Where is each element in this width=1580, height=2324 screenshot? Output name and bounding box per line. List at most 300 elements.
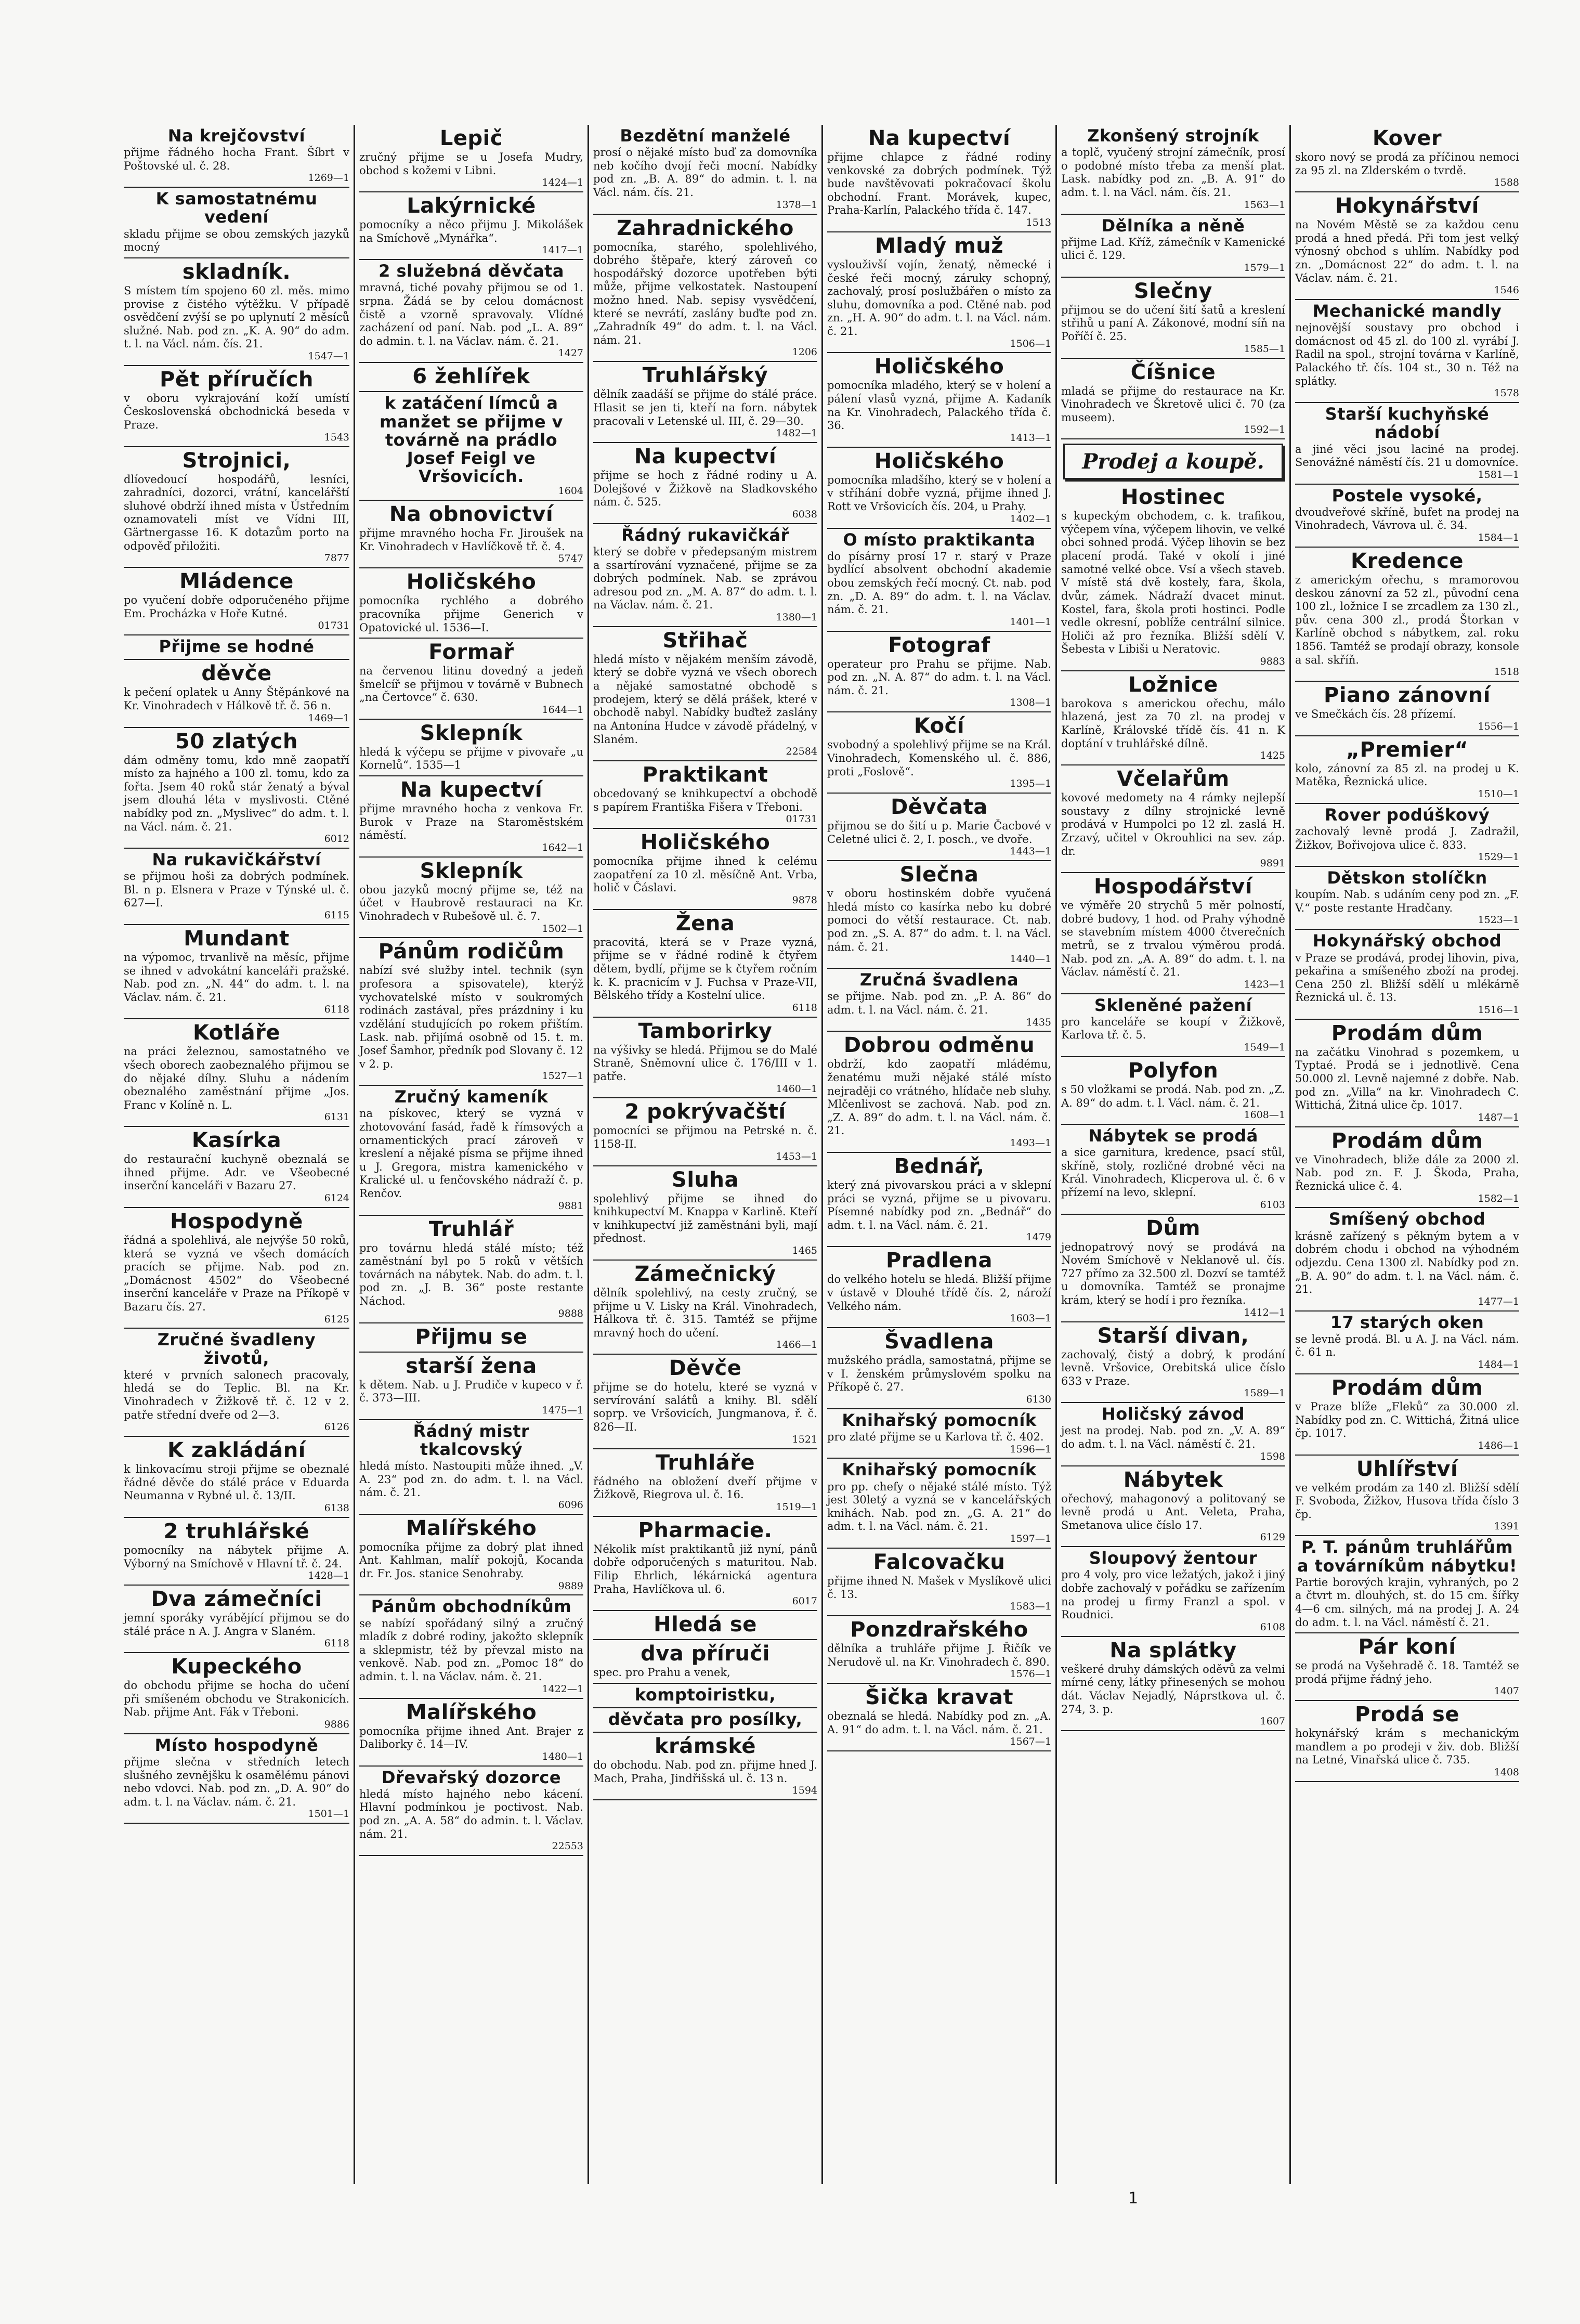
ad-body: na výpomoc, trvanlivě na měsíc, přijme se ihned v advokátní kanceláři pražské. Nab. pod zn. „N. 44“ do adm. t. l. na Václav. nám. č. 21. bbox=[124, 951, 349, 1004]
ad-number: 6115 bbox=[324, 910, 349, 921]
ad-body: kolo, zánovní za 85 zl. na prodej u K. Matěka, Řeznická ulice. bbox=[1295, 762, 1519, 788]
ad-number: 1486—1 bbox=[1478, 1439, 1519, 1451]
classified-ad bbox=[593, 125, 817, 215]
classified-ad bbox=[359, 1699, 583, 1767]
classified-ad bbox=[827, 125, 1051, 232]
classified-ad bbox=[124, 1019, 349, 1127]
ad-number: 1413—1 bbox=[1010, 432, 1051, 444]
ad-heading: Hostinec bbox=[1121, 485, 1225, 510]
ad-number: 1556—1 bbox=[1478, 720, 1519, 732]
ad-heading: K zakládání bbox=[167, 1438, 306, 1463]
classified-ad bbox=[1295, 867, 1519, 930]
ad-body: zachovalý levně prodá J. Zadražil, Žižkov, Bořivojova ulice č. 833. bbox=[1295, 825, 1519, 851]
ad-heading: komptoiristku, bbox=[634, 1684, 776, 1705]
ad-body: který zná pivovarskou práci a v sklepní práci se vyzná, přijme se u pivovaru. Písemné nabídky pod zn. „Bednář“ do adm. t. l. na Václ. nám. č. 21. bbox=[827, 1178, 1051, 1231]
classified-ad bbox=[827, 1549, 1051, 1616]
ad-body: přijmou se do učení šití šatů a kreslení střihů u paní A. Zákonové, modní síň na Poříčí č. 25. bbox=[1061, 303, 1285, 343]
ad-number: 1543 bbox=[324, 431, 349, 443]
classified-ad bbox=[593, 1098, 817, 1166]
ad-body: do velkého hotelu se hledá. Bližší přijme v ústavě v Dlouhé třídě čís. 2, nároží Velkého nám. bbox=[827, 1273, 1051, 1313]
classified-ad bbox=[827, 1684, 1051, 1751]
ad-number: 1417—1 bbox=[542, 244, 583, 256]
classified-ad bbox=[593, 1733, 817, 1800]
ad-heading: Bezdětní manželé bbox=[620, 126, 791, 146]
ad-number: 1428—1 bbox=[308, 1570, 349, 1582]
ad-number: 1506—1 bbox=[1010, 337, 1051, 349]
ad-body: v Praze se prodává, prodej lihovin, piva, pekařina a smíšeného zboží na prodej. Cena 250 zl. Bližší sdělí u mlékárně Řeznická ul. č. 13. bbox=[1295, 951, 1519, 1004]
ad-heading: K samostatnému vedení bbox=[155, 189, 318, 227]
classified-ad bbox=[1295, 1208, 1519, 1311]
ad-body: nabízí své služby intel. technik (syn profesora a spisovatele), kterýž vychovatelské místo v soukromých rodinách zastával, přes prázdniny i ku vzdělání studujících po rokem přištím. Lask. nab. přijímá osobně od 15. t. m. Josef Šamhor, předník pod Slovany č. 12 v 2. p. bbox=[359, 964, 583, 1070]
ad-number: 9881 bbox=[558, 1200, 583, 1212]
classified-ad bbox=[124, 1734, 349, 1824]
ad-body: z americkým ořechu, s mramorovou deskou zánovní za 52 zl., původní cena 100 zl., ložnice I se zrcadlem za 130 zl., pův. cena 300 zl., prodá Štorkan v Karlíně obchod s nábytkem, zal. roku 1856. Tamtéž se prodají obrazy, konsole a sal. skříň. bbox=[1295, 573, 1519, 666]
ad-heading: Na krejčovství bbox=[167, 126, 306, 146]
classified-ad bbox=[359, 1216, 583, 1323]
ad-body: přijme se hoch z řádné rodiny u A. Dolejšové v Žižkově na Sladkovského nám. č. 525. bbox=[593, 469, 817, 509]
classified-column bbox=[821, 125, 1055, 2184]
classified-ad bbox=[593, 1261, 817, 1355]
ad-heading: Kasírka bbox=[191, 1128, 282, 1153]
ad-number: 1608—1 bbox=[1244, 1109, 1285, 1121]
ad-body: vyslouživší vojín, ženatý, německé i české řeči mocný, záruky schopný, zachovalý, prosí poslužbářen o místo za sluhu, domovníka a pod. Ctěné nab. pod zn. „H. A. 90“ do adm. t. l. na Václ. nám. č. 21. bbox=[827, 258, 1051, 337]
classified-ad bbox=[1295, 1456, 1519, 1537]
ad-heading: P. T. pánům truhlářům a továrníkům nábytku! bbox=[1297, 1537, 1518, 1576]
ad-body: mužského prádla, samostatná, přijme se v I. ženském průmyslovém spolku na Příkopě č. 27. bbox=[827, 1354, 1051, 1394]
classified-ad bbox=[827, 1459, 1051, 1549]
ad-number: 1482—1 bbox=[776, 427, 817, 439]
ad-number: 1501—1 bbox=[308, 1808, 349, 1820]
ad-body: spolehlivý přijme se ihned do knihkupectví M. Knappa v Karlině. Kteří v knihkupectví již zaměstnáni byli, mají přednost. bbox=[593, 1192, 817, 1245]
classified-ad bbox=[593, 1708, 817, 1733]
ad-number: 6125 bbox=[324, 1313, 349, 1325]
ad-body: přijme slečna v středních letech slušného zevnějšku k osamělému pánovi nebo vdovci. Nab. pod zn. „D. A. 90“ do adm. t. l. na Václav. nám. č. 21. bbox=[124, 1756, 349, 1808]
ad-heading: Prodám dům bbox=[1331, 1021, 1483, 1045]
classified-ad bbox=[1295, 1633, 1519, 1701]
ad-heading: Kočí bbox=[913, 714, 965, 738]
ad-heading: Formař bbox=[428, 640, 514, 665]
ad-body: do obchodu. Nab. pod zn. přijme hned J. Mach, Praha, Jindřišská ul. č. 13 n. bbox=[593, 1759, 817, 1785]
ad-body: dělník zaadáší se přijme do stálé práce. Hlasit se jen ti, kteří na forn. nábytek pracovali v Letenské ul. III, č. 29—30. bbox=[593, 388, 817, 427]
ad-body: přijme chlapce z řádné rodiny venkovské za dobrých podmínek. Týž bude navštěvovati pokračovací školu obchodní. Frant. Morávek, kupec, Praha-Karlín, Palackého třída č. 147. bbox=[827, 151, 1051, 217]
classified-ad bbox=[593, 1684, 817, 1708]
classified-ad bbox=[1061, 1466, 1285, 1548]
ad-number: 1518 bbox=[1494, 666, 1519, 678]
ad-body: ve výměře 20 strychů 5 měr polností, dobré budovy, 1 hod. od Prahy výhodně se stavebním místem 4000 čtverečních metrů, se z trvalou výměrou prodá. Nab. pod zn. „A. A. 89“ do adm. t. l. na Václav. náměstí č. 21. bbox=[1061, 899, 1285, 979]
classified-ad bbox=[124, 258, 349, 366]
classified-ad bbox=[1295, 804, 1519, 867]
classified-ad bbox=[827, 794, 1051, 861]
classified-ad bbox=[593, 627, 817, 761]
ad-heading: Kover bbox=[1372, 126, 1442, 150]
ad-heading: starší žena bbox=[406, 1354, 537, 1378]
classified-ad bbox=[359, 776, 583, 858]
ad-heading: Zručná švadlena bbox=[859, 970, 1019, 990]
ad-number: 1422—1 bbox=[542, 1683, 583, 1695]
classified-ad bbox=[593, 829, 817, 910]
ad-number: 5747 bbox=[558, 553, 583, 565]
ad-heading: krámské bbox=[655, 1734, 756, 1758]
ad-body: na výšivky se hledá. Přijmou se do Malé Straně, Sněmovní ulice č. 176/III v 1. patře. bbox=[593, 1043, 817, 1083]
ad-heading: Praktikant bbox=[642, 763, 768, 787]
classified-ad bbox=[593, 1166, 817, 1261]
ad-heading: Švadlena bbox=[884, 1330, 994, 1354]
ad-heading: 2 služebná děvčata bbox=[378, 261, 564, 281]
ad-body: pracovitá, která se v Praze vyzná, přijme se v řádné rodině k čtyřem dětem, bydlí, přijme se k čtyřem ročním k. K. pracnicím v J. Fuchsa v Praze-VII, Bělského třídy a Kostelní ulice. bbox=[593, 936, 817, 1002]
classified-ad bbox=[1061, 484, 1285, 671]
ad-heading: Falcovačku bbox=[873, 1550, 1006, 1574]
ad-body: S místem tím spojeno 60 zl. měs. mimo provise z čistého výtěžku. V případě osvědčení zvýší se po uplynutí 2 měsíců služné. Nab. pod zn. „K. A. 90“ do adm. t. l. na Václ. nám. čís. 21. bbox=[124, 284, 349, 350]
ad-number: 1391 bbox=[1494, 1521, 1519, 1533]
ad-body: pomocníky na nábytek přijme A. Výborný na Smíchově v Hlavní tř. č. 24. bbox=[124, 1543, 349, 1570]
classified-ad bbox=[1061, 671, 1285, 765]
ad-number: 1440—1 bbox=[1010, 953, 1051, 965]
ad-body: pomocníka rychlého a dobrého pracovníka přijme Generich v Opatovické ul. 1536—I. bbox=[359, 594, 583, 634]
ad-body: ořechový, mahagonový a politovaný se levně prodá u Ant. Veleta, Praha, Smetanova ulice číslo 17. bbox=[1061, 1492, 1285, 1531]
ad-number: 6138 bbox=[324, 1502, 349, 1514]
classified-ad bbox=[1295, 192, 1519, 300]
classified-ad bbox=[1295, 300, 1519, 403]
classified-ad bbox=[1295, 682, 1519, 736]
ad-heading: Přijmu se bbox=[415, 1325, 528, 1349]
classified-ad bbox=[124, 1586, 349, 1653]
ad-heading: Truhláře bbox=[655, 1450, 755, 1475]
ad-heading: Kupeckého bbox=[171, 1655, 302, 1679]
ad-heading: Knihařský pomocník bbox=[842, 1410, 1037, 1430]
ad-body: prosí o nějaké místo buď za domovníka neb kočího dvojí řeči mocní. Nabídky pod zn. „B. A. 89“ do admin. t. l. na Václ. nám. čís. 21. bbox=[593, 146, 817, 199]
ad-number: 1423—1 bbox=[1244, 978, 1285, 990]
classified-ad bbox=[1061, 1403, 1285, 1466]
ad-number: 1585—1 bbox=[1244, 343, 1285, 355]
ad-heading: Zručné švadleny životů, bbox=[157, 1330, 316, 1368]
ad-body: dělníka a truhláře přijme J. Řičík ve Nerudově ul. na Kr. Vinohradech č. 890. bbox=[827, 1642, 1051, 1668]
ad-heading: Uhlířství bbox=[1356, 1457, 1458, 1481]
ad-heading: Děvče bbox=[669, 1356, 742, 1381]
classified-ad bbox=[1061, 278, 1285, 359]
classified-ad bbox=[359, 363, 583, 392]
ad-number: 9886 bbox=[324, 1718, 349, 1730]
ad-body: na Novém Městě se za každou cenu prodá a hned předá. Při tom jest velký výnosný obchod s uhlím. Nabídky pod zn. „Domácnost 22“ do adm. t. l. na Václav. nám. č. 21. bbox=[1295, 218, 1519, 284]
ad-heading: Kotláře bbox=[193, 1021, 280, 1045]
ad-number: 1547—1 bbox=[308, 350, 349, 362]
ad-number: 1596—1 bbox=[1010, 1443, 1051, 1455]
classified-ad bbox=[1061, 1547, 1285, 1637]
ad-number: 1425 bbox=[1260, 750, 1285, 762]
ad-heading: Děvčata bbox=[891, 795, 988, 820]
ad-number: 1424—1 bbox=[542, 177, 583, 189]
classified-ad bbox=[359, 125, 583, 192]
ad-body: do restaurační kuchyně obeznalá se ihned přijme. Adr. ve Všeobecné inserční kanceláři v Bazaru 27. bbox=[124, 1153, 349, 1192]
ad-number: 6108 bbox=[1260, 1621, 1285, 1633]
classified-ad bbox=[593, 761, 817, 829]
ad-heading: Sluha bbox=[672, 1167, 739, 1192]
ad-heading: Mechanické mandly bbox=[1312, 301, 1502, 321]
classified-ad bbox=[359, 938, 583, 1086]
classified-ad bbox=[124, 447, 349, 568]
ad-heading: 6 žehlířek bbox=[412, 365, 530, 389]
ad-body: pomocníka, starého, spolehlivého, dobrého štěpaře, který zároveň co hospodářský dozorce upotřeben býti může, přijme velkostatek. Nastoupení možno hned. Nab. sepisy vysvědčení, které se nevrátí, zaslány buďte pod zn. „Zahradník 49“ do adm. t. l. na Václ. nám. 21. bbox=[593, 240, 817, 346]
ad-number: 1513 bbox=[1026, 217, 1051, 229]
ad-body: pomocníka přijme ihned Ant. Brajer z Daliborky č. 14—IV. bbox=[359, 1724, 583, 1751]
classified-ad bbox=[1061, 1057, 1285, 1125]
ad-heading: Střihač bbox=[662, 628, 748, 653]
ad-number: 1521 bbox=[792, 1433, 817, 1445]
ad-heading: „Premier“ bbox=[1346, 737, 1469, 762]
ad-body: na pískovec, který se vyzná v zhotovování fasád, řadě k římsových a ornamentických prací zároveň v kreslení a nějaké písma se přijme ihned u J. Gregora, mistra kamenického v Kralické ul. u fenčovského nádraží č. p. Renčov. bbox=[359, 1107, 583, 1200]
ad-heading: Zámečnický bbox=[634, 1262, 776, 1286]
ad-body: do obchodu přijme se hocha do učení při smíšeném obchodu ve Strakonicích. Nab. přijme Ant. Fák v Třeboni. bbox=[124, 1679, 349, 1719]
ad-heading: Tamborirky bbox=[638, 1019, 773, 1043]
ad-heading: Holičského bbox=[406, 570, 537, 594]
ad-heading: Na kupectví bbox=[400, 778, 543, 802]
ad-heading: Sklepník bbox=[420, 721, 523, 745]
ad-heading: Číšnice bbox=[1130, 360, 1216, 384]
ad-number: 6012 bbox=[324, 833, 349, 845]
classified-ad bbox=[593, 1640, 817, 1684]
ad-number: 1582—1 bbox=[1478, 1192, 1519, 1204]
ad-number: 9883 bbox=[1260, 655, 1285, 667]
ad-body: spec. pro Prahu a venek, bbox=[593, 1666, 730, 1679]
ad-body: mravná, tiché povahy přijmou se od 1. srpna. Žádá se by celou domácnost čistě a vzorně spravovaly. Vlídné zacházení od paní. Nab. pod „L. A. 89“ do admin. t. l. na Václav. nám. č. 21. bbox=[359, 281, 583, 347]
ad-heading: Včelařům bbox=[1117, 767, 1230, 791]
classified-ad bbox=[124, 635, 349, 660]
ad-number: 6103 bbox=[1260, 1199, 1285, 1211]
classified-ad bbox=[1295, 1374, 1519, 1456]
ad-heading: Truhlářský bbox=[642, 363, 768, 388]
classified-ad bbox=[124, 1208, 349, 1329]
ad-body: pomocníka přijme ihned k celému zaopatření za 10 zl. měsíčně Ant. Vrba, holič v Čáslavi. bbox=[593, 855, 817, 894]
ad-number: 1567—1 bbox=[1010, 1736, 1051, 1748]
ad-number: 01731 bbox=[786, 813, 817, 825]
ad-number: 1604 bbox=[558, 485, 583, 497]
classified-ad bbox=[827, 712, 1051, 794]
ad-heading: Na kupectví bbox=[634, 445, 777, 469]
ad-body: Partie borových krajin, vyhraných, po 2 a čtvrt m. dlouhých, st. do 15 cm. šířky 4—6 cm. silných, má na prodej J. A. 24 do adm. t. l. na Václ. náměstí č. 21. bbox=[1295, 1576, 1519, 1629]
classified-ad bbox=[1295, 125, 1519, 192]
ad-heading: Zahradnického bbox=[617, 216, 794, 240]
ad-body: přijme se do hotelu, které se vyzná v servírování salátů a knihy. Bl. sdělí soprp. ve Vršovicích, Jungmanova, ř. č. 826—II. bbox=[593, 1381, 817, 1434]
ad-body: pomocníka mladého, který se v holení a pálení vlasů vyzná, přijme A. Kadaník na Kr. Vinohradech, Palackého třída č. 36. bbox=[827, 379, 1051, 432]
classified-ad bbox=[1061, 1215, 1285, 1322]
ad-body: řádného na obložení dveří přijme v Žižkově, Riegrova ul. č. 16. bbox=[593, 1475, 817, 1501]
classified-ad bbox=[593, 1517, 817, 1611]
ad-number: 1407 bbox=[1494, 1685, 1519, 1697]
ad-number: 6129 bbox=[1260, 1531, 1285, 1543]
ad-body: se prodá na Vyšehradě č. 18. Tamtéž se prodá přijme řádný jeho. bbox=[1295, 1659, 1519, 1685]
ad-number: 1484—1 bbox=[1478, 1359, 1519, 1371]
ad-body: přijme Lad. Kříž, zámečník v Kamenické ulici č. 129. bbox=[1061, 236, 1285, 262]
ad-number: 1412—1 bbox=[1244, 1306, 1285, 1318]
ad-heading: Bednář, bbox=[894, 1154, 985, 1178]
classified-ad bbox=[359, 192, 583, 260]
ad-number: 1516—1 bbox=[1478, 1004, 1519, 1016]
ad-number: 6017 bbox=[792, 1595, 817, 1607]
ad-heading: Fotograf bbox=[888, 633, 990, 657]
ad-body: v oboru vykrajování koží umístí Československá obchodnická beseda v Praze. bbox=[124, 392, 349, 432]
ad-body: pomocníky a něco přijmu J. Mikolášek na Smíchově „Mynářka“. bbox=[359, 218, 583, 244]
ad-body: obcedovaný se knihkupectví a obchodě s papírem Františka Fišera v Třeboni. bbox=[593, 787, 817, 813]
ad-heading: 17 starých oken bbox=[1330, 1312, 1484, 1332]
classified-ad bbox=[359, 858, 583, 939]
ad-number: 1465 bbox=[792, 1245, 817, 1257]
classified-ad bbox=[124, 849, 349, 925]
ad-number: 6038 bbox=[792, 508, 817, 520]
ad-heading: Holičského bbox=[640, 830, 771, 855]
ad-heading: Mladý muž bbox=[874, 233, 1004, 258]
ad-number: 01731 bbox=[318, 620, 349, 632]
ad-heading: Malířského bbox=[406, 1516, 537, 1540]
classified-ad bbox=[827, 1153, 1051, 1247]
ad-body: k pečení oplatek u Anny Štěpánkové na Kr. Vinohradech v Hálkově tř. č. 56 n. bbox=[124, 686, 349, 712]
ad-heading: Ložnice bbox=[1128, 672, 1218, 697]
ad-heading: Starší kuchyňské nádobí bbox=[1325, 404, 1490, 443]
classified-ad bbox=[1295, 1536, 1519, 1633]
ad-body: skladu přijme se obou zemských jazyků mocný bbox=[124, 227, 349, 254]
ad-body: obou jazyků mocný přijme se, též na účet v Haubrově restauraci na Kr. Vinohradech v Rubešově ul. č. 7. bbox=[359, 883, 583, 923]
newspaper-page bbox=[120, 125, 1523, 2184]
classified-ad bbox=[593, 215, 817, 362]
classified-ad bbox=[359, 1353, 583, 1420]
classified-ad bbox=[124, 568, 349, 635]
classified-ad bbox=[1295, 548, 1519, 682]
ad-body: po vyučení dobře odporučeného přijme Em. Procházka v Hoře Kutné. bbox=[124, 594, 349, 620]
ad-body: přijmou se do šití u p. Marie Čacbové v Celetné ulici č. 2, I. posch., ve dvoře. bbox=[827, 820, 1051, 846]
ad-number: 1588 bbox=[1494, 177, 1519, 189]
ad-number: 1527—1 bbox=[542, 1070, 583, 1082]
ad-body: který se dobře v předepsaným mistrem a ssartírování vyznačené, přijme se za dobrých podmínek. Nab. se zprávou adresou pod zn. „M. A. 87“ do adm. t. l. na Václav. nám. č. 21. bbox=[593, 545, 817, 612]
classified-ad bbox=[1295, 736, 1519, 804]
ad-heading: Dům bbox=[1146, 1216, 1200, 1240]
classified-ad bbox=[827, 232, 1051, 354]
classified-ad bbox=[1061, 215, 1285, 278]
ad-body: mladá se přijme do restaurace na Kr. Vinohradech ve Škretově ulici č. 70 (za museem). bbox=[1061, 384, 1285, 424]
ad-body: přijme ihned N. Mašek v Myslíkově ulici č. 13. bbox=[827, 1574, 1051, 1601]
ad-heading: O místo praktikanta bbox=[843, 529, 1036, 550]
ad-heading: Hokynářství bbox=[1335, 194, 1480, 218]
ad-number: 6131 bbox=[324, 1111, 349, 1123]
ad-body: zachovalý, čistý a dobrý, k prodání levně. Vršovice, Orebitská ulice číslo 633 v Praze. bbox=[1061, 1348, 1285, 1387]
ad-heading: Prodá se bbox=[1354, 1703, 1459, 1727]
ad-heading: Hokynářský obchod bbox=[1312, 931, 1502, 951]
ad-number: 1581—1 bbox=[1478, 469, 1519, 481]
ad-number: 1578 bbox=[1494, 387, 1519, 399]
classified-ad bbox=[1295, 1020, 1519, 1127]
classified-ad bbox=[593, 910, 817, 1018]
ad-number: 6130 bbox=[1026, 1393, 1051, 1405]
ad-number: 1598 bbox=[1260, 1450, 1285, 1462]
classified-ad bbox=[1295, 1127, 1519, 1209]
ad-body: na práci železnou, samostatného ve všech oborech zaobeznalého přijmou se do nějaké dílny. Sluhu a nádením obeznalého zaměstnání přijme „Jos. Franc v Kolíně n. L. bbox=[124, 1045, 349, 1111]
ad-body: pomocníka mladšího, který se v holení a v stříhání dobře vyzná, přijme ihned J. Rott ve Vršovicích čís. 204, u Prahy. bbox=[827, 473, 1051, 513]
classified-ad bbox=[593, 1355, 817, 1449]
ad-body: přijme mravného hocha z venkova Fr. Burok v Praze na Staroměstském náměstí. bbox=[359, 802, 583, 842]
ad-number: 9888 bbox=[558, 1307, 583, 1319]
ad-body: zručný přijme se u Josefa Mudry, obchod s kožemi v Libni. bbox=[359, 151, 583, 177]
ad-body: jest na prodej. Nab. pod zn. „V. A. 89“ do adm. t. l. na Václ. náměstí č. 21. bbox=[1061, 1424, 1285, 1451]
ad-body: se levně prodá. Bl. u A. J. na Václ. nám. č. 61 n. bbox=[1295, 1332, 1519, 1359]
ad-heading: Nábytek se prodá bbox=[1088, 1126, 1258, 1146]
ad-body: k linkovacímu stroji přijme se obeznalé řádné děvče do stálé práce v Eduarda Neumanna v Rybné ul. č. 13/II. bbox=[124, 1463, 349, 1502]
classified-ad bbox=[359, 1323, 583, 1353]
ad-heading: Starší divan, bbox=[1097, 1323, 1249, 1348]
ad-body: pro pp. chefy o nějaké stálé místo. Týž jest 30letý a vyzná se v kancelářských knihách. Nab. pod zn. „G. A. 21“ do adm. t. l. na Václ. nám. č. 21. bbox=[827, 1480, 1051, 1533]
ad-body: a jiné věci jsou laciné na prodej. Senovážné náměstí čís. 21 u domovníce. bbox=[1295, 443, 1519, 469]
ad-heading: Na obnovictví bbox=[389, 502, 554, 527]
ad-number: 1487—1 bbox=[1478, 1111, 1519, 1123]
ad-heading: Postele vysoké, bbox=[1331, 485, 1483, 505]
ad-heading: k zatáčení límců a manžet se přijme v továrně na prádlo Josef Feigl ve Vršovicích. bbox=[379, 393, 564, 487]
ad-number: 9878 bbox=[792, 894, 817, 906]
ad-body: v oboru hostinském dobře vyučená hledá místo co kasírka nebo ku dobré pomoci do větší restaurace. Ct. nab. pod zn. „S. A. 87“ do adm. t. l. na Václ. nám. č. 21. bbox=[827, 887, 1051, 953]
ad-heading: Pár koní bbox=[1358, 1635, 1456, 1659]
ad-number: 1523—1 bbox=[1478, 914, 1519, 926]
ad-number: 1594 bbox=[792, 1785, 817, 1797]
ad-number: 1597—1 bbox=[1010, 1533, 1051, 1545]
ad-number: 1549—1 bbox=[1244, 1042, 1285, 1054]
ad-number: 6118 bbox=[792, 1002, 817, 1014]
ad-heading: Sloupový žentour bbox=[1089, 1548, 1258, 1568]
classified-ad bbox=[593, 443, 817, 524]
ad-heading: Kredence bbox=[1351, 549, 1464, 573]
ad-heading: Na kupectví bbox=[868, 126, 1011, 150]
classified-ad bbox=[1061, 873, 1285, 994]
ad-number: 1583—1 bbox=[1010, 1601, 1051, 1613]
ad-body: ve Vinohradech, bliže dále za 2000 zl. Nab. pod zn. F. J. Škoda, Praha, Řeznická ulice č. 4. bbox=[1295, 1153, 1519, 1192]
classified-ad bbox=[359, 1420, 583, 1515]
classified-ad bbox=[593, 1449, 817, 1517]
classified-ad bbox=[124, 925, 349, 1019]
ad-number: 6118 bbox=[324, 1004, 349, 1016]
ad-body: jemní sporáky vyrábějící přijmou se do stálé práce n A. J. Angra v Slaném. bbox=[124, 1612, 349, 1638]
ad-heading: Zručný kameník bbox=[394, 1087, 549, 1107]
section-banner: Prodej a koupě. bbox=[1063, 444, 1283, 479]
ad-heading: děvčata pro posílky, bbox=[608, 1709, 803, 1729]
ad-heading: Strojnici, bbox=[182, 448, 291, 473]
ad-number: 1529—1 bbox=[1478, 851, 1519, 863]
ad-number: 1603—1 bbox=[1010, 1313, 1051, 1325]
classified-ad bbox=[1061, 1125, 1285, 1215]
ad-heading: Mundant bbox=[184, 926, 290, 951]
ad-body: skoro nový se prodá za příčinou nemoci za 95 zl. na Zlderském o tvrdě. bbox=[1295, 151, 1519, 177]
ad-body: operateur pro Prahu se přijme. Nab. pod zn. „N. A. 87“ do adm. t. l. na Václ. nám. č. 21. bbox=[827, 657, 1051, 697]
ad-body: svobodný a spolehlivý přijme se na Král. Vinohradech, Komenského ul. č. 886, proti „Foslově“. bbox=[827, 738, 1051, 778]
ad-heading: Hledá se bbox=[654, 1613, 757, 1637]
ad-body: pro továrnu hledá stálé místo; též zaměstnání byl po 5 roků v větších továrnách na nábytek. Nab. do adm. t. l. pod zn. „J. B. 36“ poste restante Náchod. bbox=[359, 1241, 583, 1308]
ad-body: nejnovější soustavy pro obchod i domácnost od 45 zl. do 100 zl. vyrábí J. Radil na spol., strojní továrna v Karlíně, Palackého tř. čís. 104 st., 30 n. Též na splátky. bbox=[1295, 321, 1519, 387]
ad-body: hledá místo hajného nebo kácení. Hlavní podmínkou je poctivost. Nab. pod zn. „A. A. 58“ do admin. t. l. Václav. nám. 21. bbox=[359, 1787, 583, 1840]
ad-heading: Žena bbox=[675, 911, 735, 936]
ad-body: veškeré druhy dámských oděvů za velmi mírné ceny, látky přinesených se mohou dát. Václav Nejadlý, Náprstkova ul. č. 274, 3. p. bbox=[1061, 1663, 1285, 1716]
ad-number: 1395—1 bbox=[1010, 778, 1051, 790]
classified-ad bbox=[827, 1616, 1051, 1684]
classified-column bbox=[1055, 125, 1289, 2184]
classified-ad bbox=[124, 1127, 349, 1208]
ad-heading: Pět příručích bbox=[160, 367, 314, 392]
classified-ad bbox=[593, 1611, 817, 1640]
ad-heading: Malířského bbox=[406, 1700, 537, 1724]
ad-heading: Rover podúškový bbox=[1324, 804, 1490, 825]
ad-number: 1401—1 bbox=[1010, 616, 1051, 628]
classified-column bbox=[587, 125, 821, 2184]
ad-heading: Holičský závod bbox=[1102, 1404, 1245, 1424]
ad-heading: Pharmacie. bbox=[638, 1518, 773, 1542]
classified-ad bbox=[124, 1653, 349, 1734]
ad-heading: skladník. bbox=[182, 259, 291, 284]
classified-ad bbox=[359, 1595, 583, 1698]
classified-ad bbox=[124, 728, 349, 849]
classified-ad bbox=[827, 1032, 1051, 1153]
classified-ad bbox=[827, 529, 1051, 632]
